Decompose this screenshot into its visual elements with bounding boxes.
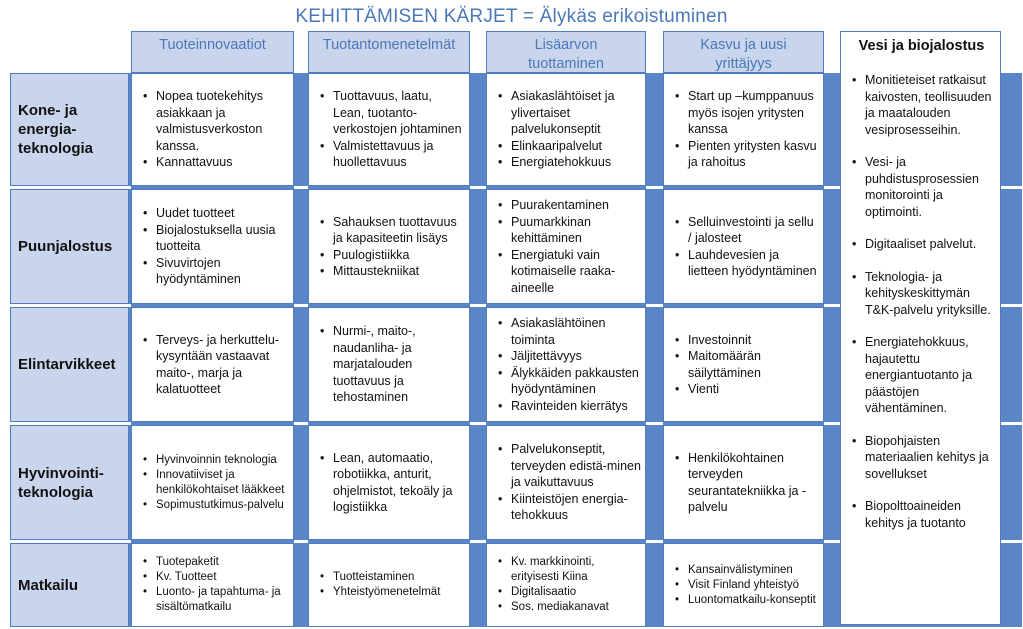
list-item: • Luonto- ja tapahtuma- ja sisältömatkailu — [156, 585, 289, 615]
list-item: • Start up –kumppanuus myös isojen yritysten kanssa — [688, 88, 819, 138]
list-item: • Uudet tuotteet — [156, 205, 289, 222]
cell-r1-c3 — [486, 73, 646, 186]
cell-r2-c3 — [486, 189, 646, 304]
cell-r5-c1 — [131, 543, 294, 627]
row-label-kone-ja-energia: Kone- ja energia-teknologia — [10, 73, 129, 186]
cell-r4-c4 — [663, 425, 824, 540]
column-header-tuoteinnovaatiot: Tuoteinnovaatiot — [131, 31, 294, 73]
list-item: • Elinkaaripalvelut — [511, 138, 641, 155]
column-header-lisaarvon-tuottaminen: Lisäarvon tuottaminen — [486, 31, 646, 73]
list-item: • Selluinvestointi ja sellu / jalosteet — [688, 214, 819, 247]
list-item: • Älykkäiden pakkausten hyödyntäminen — [511, 365, 641, 398]
row-label-matkailu: Matkailu — [10, 543, 129, 627]
matrix-title: KEHITTÄMISEN KÄRJET = Älykäs erikoistuminen — [295, 6, 728, 27]
cell-r3-c1 — [131, 307, 294, 422]
list-item: • Luontomatkailu-konseptit — [688, 593, 816, 608]
list-item: • Lauhdevesien ja lietteen hyödyntäminen — [688, 247, 819, 280]
vesi-panel-title: Vesi ja biojalostus — [858, 38, 985, 54]
cell-r5-c3 — [486, 543, 646, 627]
cell-r5-c4 — [663, 543, 824, 627]
list-item: • Yhteistyömenetelmät — [333, 585, 440, 600]
list-item: • Jäljitettävyys — [511, 348, 641, 365]
column-header-kasvu: Kasvu ja uusi yrittäjyys — [663, 31, 824, 73]
list-item: • Kv. markkinointi, erityisesti Kiina — [511, 555, 641, 585]
cell-r3-c3 — [486, 307, 646, 422]
list-item: • Kannattavuus — [156, 154, 289, 171]
list-item: • Puurakentaminen — [511, 197, 641, 214]
list-item: • Asiakaslähtöinen toiminta — [511, 315, 641, 348]
cell-r2-c1 — [131, 189, 294, 304]
list-item: • Biojalostuksella uusia tuotteita — [156, 222, 289, 255]
list-item: • Sos. mediakanavat — [511, 600, 641, 615]
cell-r3-c4 — [663, 307, 824, 422]
list-item: • Puulogistiikka — [333, 247, 465, 264]
list-item: • Digitalisaatio — [511, 585, 641, 600]
list-item: • Tuotteistaminen — [333, 570, 440, 585]
list-item: • Energiatehokkuus — [511, 154, 641, 171]
list-item: • Nurmi-, maito-, naudanliha- ja marjatalouden tuottavuus ja tehostaminen — [333, 323, 465, 406]
cell-r4-c3 — [486, 425, 646, 540]
list-item: • Kansainvälistyminen — [688, 563, 816, 578]
cell-r1-c1 — [131, 73, 294, 186]
list-item: • Kiinteistöjen energia-tehokkuus — [511, 491, 641, 524]
list-item: • Lean, automaatio, robotiikka, anturit, ohjelmistot, tekoäly ja logistiikka — [333, 450, 465, 516]
list-item: • Puumarkkinan kehittäminen — [511, 214, 641, 247]
row-label-elintarvikkeet: Elintarvikkeet — [10, 307, 129, 422]
list-item: • Energiatehokkuus, hajautettu energiantuotanto ja päästöjen vähentäminen. — [865, 334, 994, 417]
vesi-biojalostus-panel — [840, 31, 1001, 625]
list-item: • Valmistettavuus ja huollettavuus — [333, 138, 465, 171]
list-item: • Monitieteiset ratkaisut kaivosten, teollisuuden ja maatalouden vesiprosesseihin. — [865, 72, 994, 138]
list-item: • Sahauksen tuottavuus ja kapasiteetin lisäys — [333, 214, 465, 247]
cell-r4-c1 — [131, 425, 294, 540]
list-item: • Vesi- ja puhdistusprosessien monitorointi ja optimointi. — [865, 154, 994, 220]
list-item: • Energiatuki vain kotimaiselle raaka-aineelle — [511, 247, 641, 297]
list-item: • Visit Finland yhteistyö — [688, 578, 816, 593]
list-item: • Hyvinvoinnin teknologia — [156, 453, 289, 468]
list-item: • Investoinnit — [688, 332, 819, 349]
list-item: • Asiakaslähtöiset ja ylivertaiset palvelukonseptit — [511, 88, 641, 138]
list-item: • Innovatiiviset ja henkilökohtaiset lääkkeet — [156, 468, 289, 498]
list-item: • Ravinteiden kierrätys — [511, 398, 641, 415]
cell-r4-c2 — [308, 425, 470, 540]
cell-r1-c4 — [663, 73, 824, 186]
list-item: • Sopimustutkimus-palvelu — [156, 498, 289, 513]
column-header-tuotantomenetelmat: Tuotantomenetelmät — [308, 31, 470, 73]
list-item: • Mittaustekniikat — [333, 263, 465, 280]
list-item: • Kv. Tuotteet — [156, 570, 289, 585]
list-item: • Digitaaliset palvelut. — [865, 236, 994, 253]
list-item: • Tuotepaketit — [156, 555, 289, 570]
row-label-puunjalostus: Puunjalostus — [10, 189, 129, 304]
list-item: • Vienti — [688, 381, 819, 398]
list-item: • Nopea tuotekehitys asiakkaan ja valmistusverkoston kanssa. — [156, 88, 289, 154]
cell-r2-c4 — [663, 189, 824, 304]
list-item: • Teknologia- ja kehityskeskittymän T&K-palvelu yrityksille. — [865, 269, 994, 319]
list-item: • Sivuvirtojen hyödyntäminen — [156, 255, 289, 288]
list-item: • Palvelukonseptit, terveyden edistä-minen ja vaikuttavuus — [511, 441, 641, 491]
row-label-hyvinvointi: Hyvinvointi-teknologia — [10, 425, 129, 540]
list-item: • Tuottavuus, laatu, Lean, tuotanto-verkostojen johtaminen — [333, 88, 465, 138]
list-item: • Maitomäärän säilyttäminen — [688, 348, 819, 381]
list-item: • Pienten yritysten kasvu ja rahoitus — [688, 138, 819, 171]
list-item: • Terveys- ja herkuttelu-kysyntään vastaavat maito-, marja ja kalatuotteet — [156, 332, 289, 398]
cell-r3-c2 — [308, 307, 470, 422]
cell-r5-c2 — [308, 543, 470, 627]
list-item: • Henkilökohtainen terveyden seurantatekniikka ja -palvelu — [688, 450, 819, 516]
list-item: • Biopolttoaineiden kehitys ja tuotanto — [865, 498, 994, 531]
cell-r2-c2 — [308, 189, 470, 304]
list-item: • Biopohjaisten materiaalien kehitys ja sovellukset — [865, 433, 994, 483]
cell-r1-c2 — [308, 73, 470, 186]
